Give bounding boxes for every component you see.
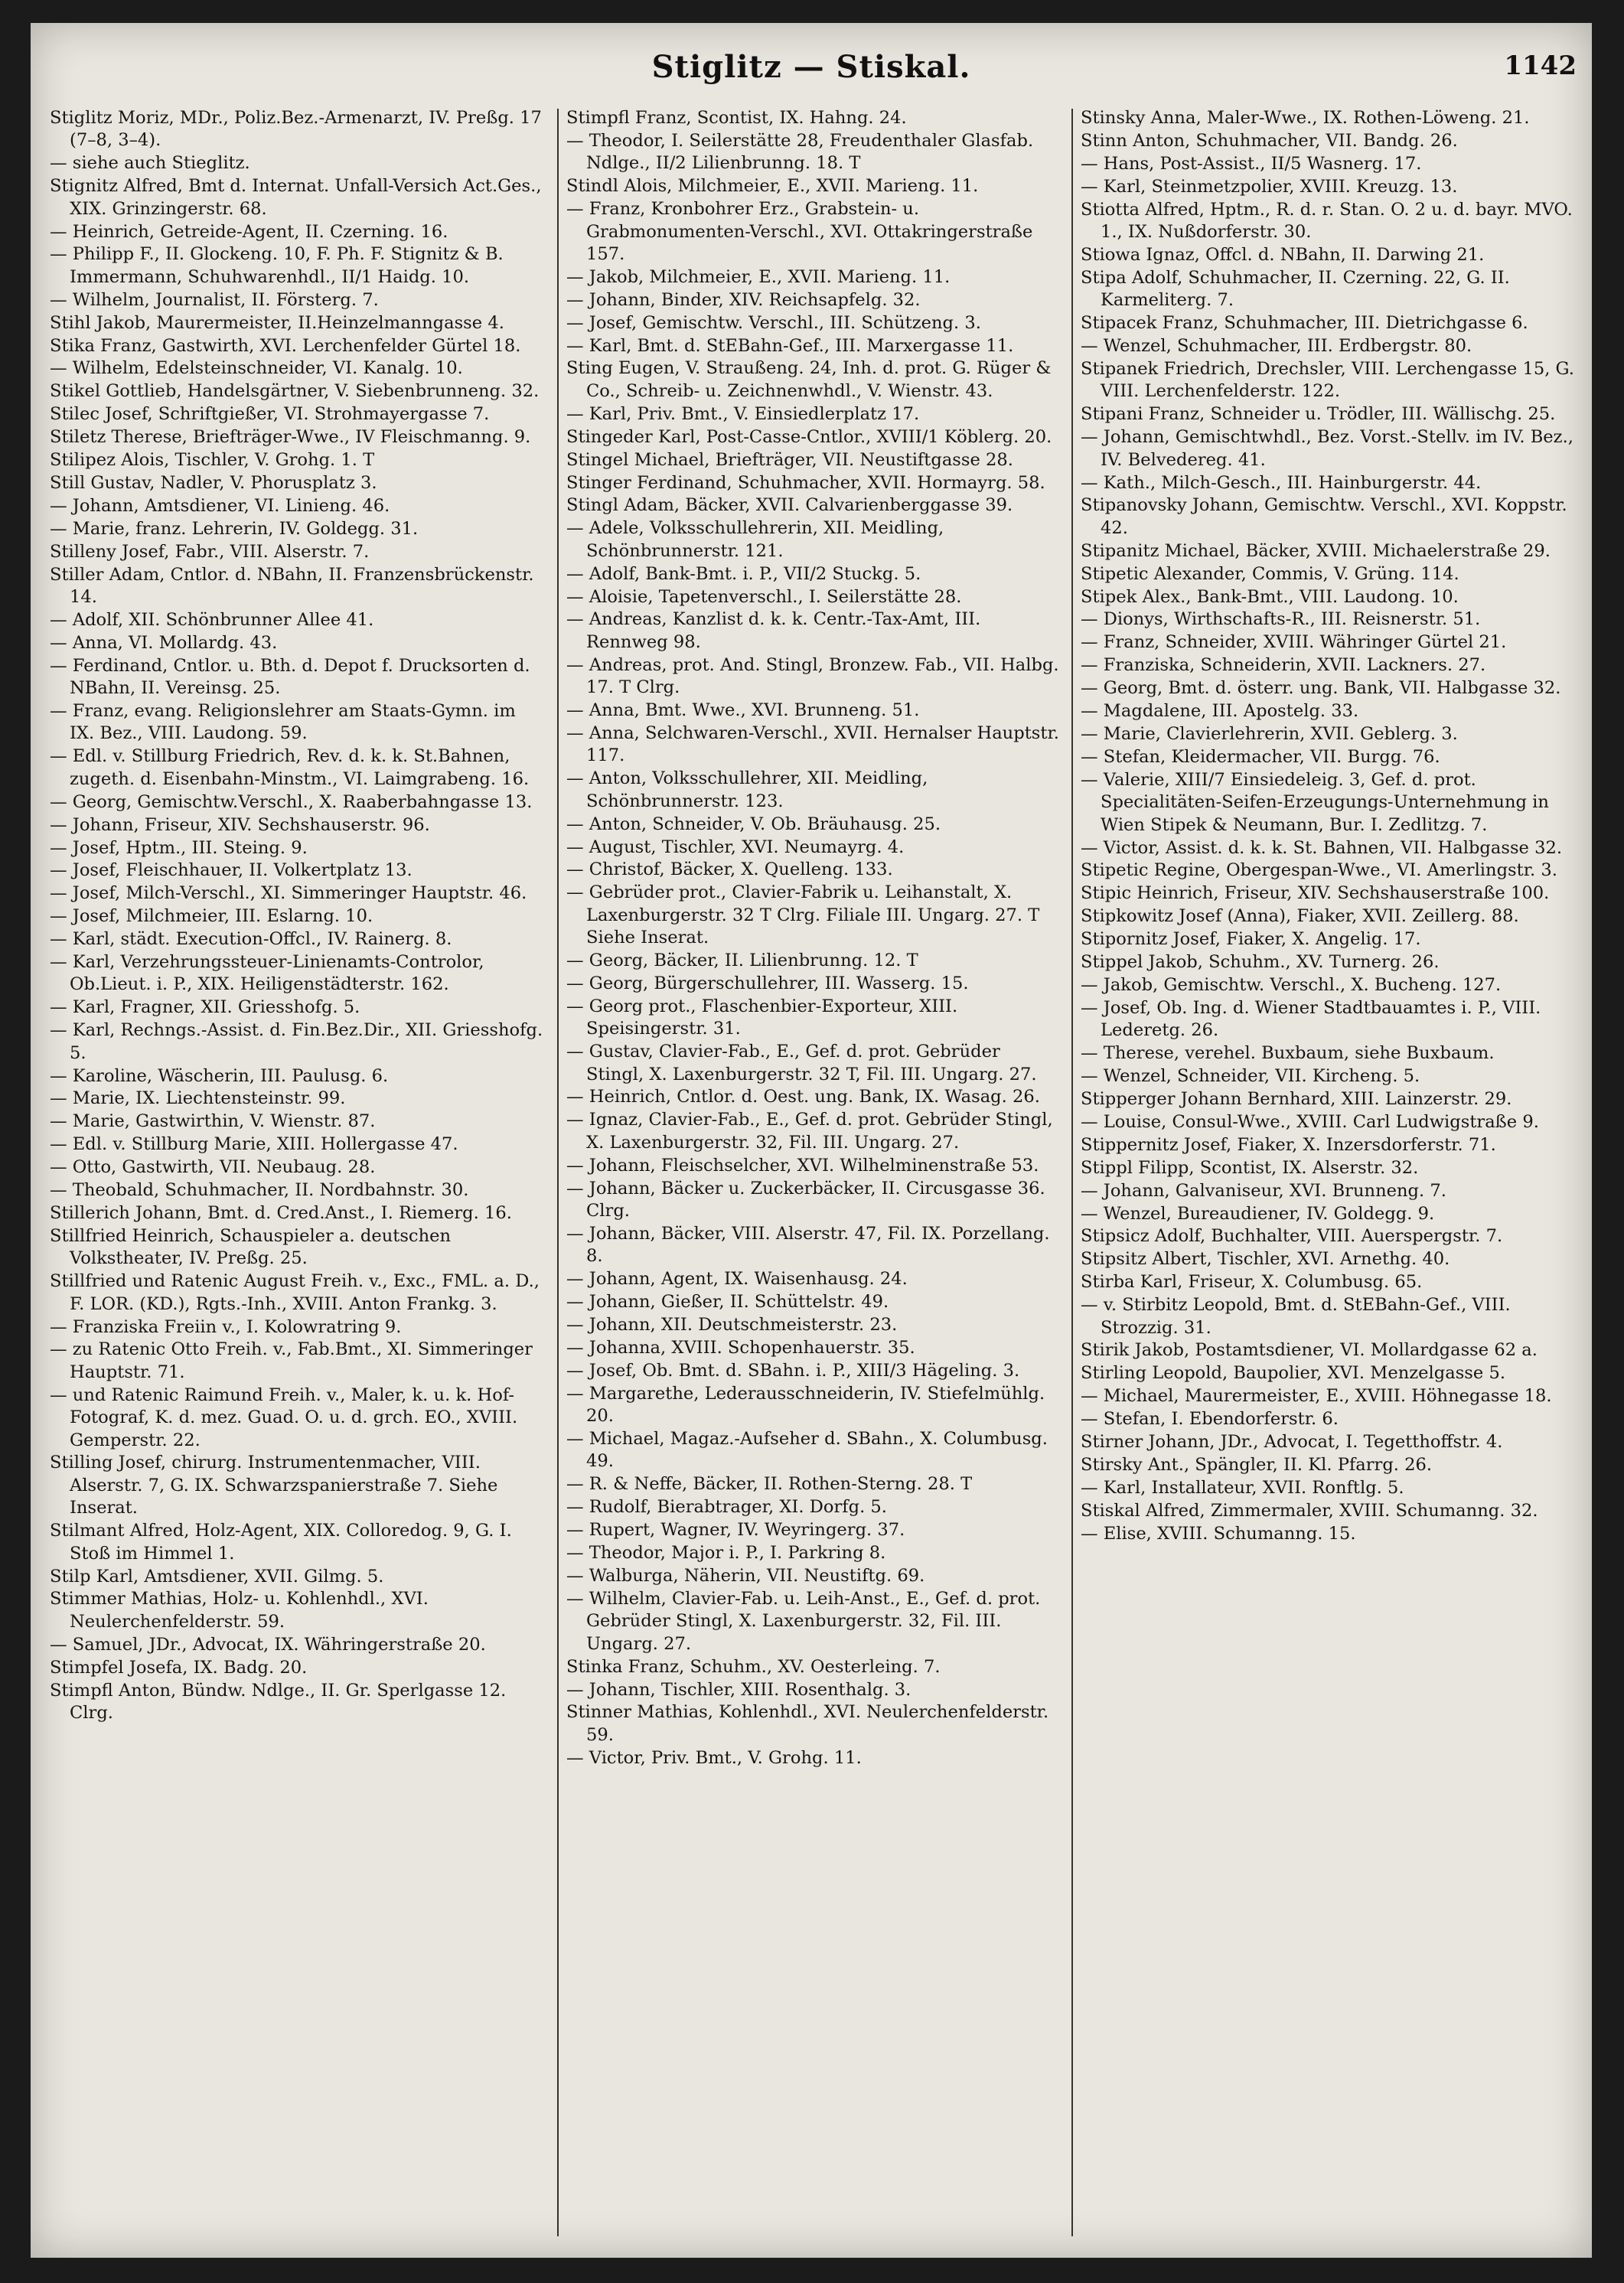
- directory-entry: — Johann, Binder, XIV. Reichsapfelg. 32.: [566, 289, 921, 310]
- directory-entry: — Elise, XVIII. Schumanng. 15.: [1081, 1523, 1356, 1544]
- directory-entry: — Andreas, prot. And. Stingl, Bronzew. Fab., VII. Halbg. 17. T Clrg.: [566, 654, 1059, 698]
- directory-entry: — Theobald, Schuhmacher, II. Nordbahnstr. 30.: [50, 1180, 469, 1201]
- directory-entry: — Anna, VI. Mollardg. 43.: [50, 632, 278, 653]
- directory-entry: — Stefan, I. Ebendorferstr. 6.: [1081, 1409, 1339, 1430]
- directory-entry: — R. & Neffe, Bäcker, II. Rothen-Sterng. 28. T: [566, 1474, 973, 1495]
- directory-entry: — Jakob, Milchmeier, E., XVII. Marieng. 11.: [566, 266, 951, 287]
- directory-entry: — Georg, Bmt. d. österr. ung. Bank, VII. Halbgasse 32.: [1081, 678, 1561, 699]
- directory-entry: Stiller Adam, Cntlor. d. NBahn, II. Franzensbrückenstr. 14.: [50, 564, 534, 608]
- directory-entry: — Ignaz, Clavier-Fab., E., Gef. d. prot. Gebrüder Stingl, X. Laxenburgerstr. 32, Fil. III. Ungarg. 27.: [566, 1110, 1053, 1153]
- directory-entry: Stipic Heinrich, Friseur, XIV. Sechshauserstraße 100.: [1081, 883, 1550, 904]
- directory-entry: — Franziska, Schneiderin, XVII. Lackners. 27.: [1081, 655, 1486, 676]
- directory-entry: — Adolf, XII. Schönbrunner Allee 41.: [50, 609, 374, 630]
- directory-entry: — Adolf, Bank-Bmt. i. P., VII/2 Stuckg. 5.: [566, 563, 921, 584]
- directory-entry: Stiletz Therese, Briefträger-Wwe., IV Fleischmanng. 9.: [50, 427, 531, 448]
- directory-entry: — Rupert, Wagner, IV. Weyringerg. 37.: [566, 1520, 905, 1541]
- directory-entry: — August, Tischler, XVI. Neumayrg. 4.: [566, 837, 905, 857]
- directory-entry: Stimpfl Anton, Bündw. Ndlge., II. Gr. Sperlgasse 12. Clrg.: [50, 1680, 507, 1723]
- directory-entry: Stikel Gottlieb, Handelsgärtner, V. Siebenbrunneng. 32.: [50, 381, 540, 402]
- directory-entry: — Dionys, Wirthschafts-R., III. Reisnerstr. 51.: [1081, 609, 1481, 630]
- directory-entry: — Kath., Milch-Gesch., III. Hainburgerstr. 44.: [1081, 472, 1482, 493]
- directory-entry: Stilipez Alois, Tischler, V. Grohg. 1. T: [50, 450, 375, 471]
- directory-entry: — Heinrich, Getreide-Agent, II. Czerning. 16.: [50, 221, 448, 242]
- directory-entry: — Edl. v. Stillburg Friedrich, Rev. d. k. k. St.Bahnen, zugeth. d. Eisenbahn-Minstm., VI. Laimgrabeng. 16.: [50, 746, 530, 789]
- directory-entry: — Marie, IX. Liechtensteinstr. 99.: [50, 1088, 346, 1109]
- directory-entry: — v. Stirbitz Leopold, Bmt. d. StEBahn-Gef., VIII. Strozzig. 31.: [1081, 1295, 1511, 1338]
- directory-entry: Stignitz Alfred, Bmt d. Internat. Unfall-Versich Act.Ges., XIX. Grinzingerstr. 68.: [50, 176, 542, 219]
- directory-entry: Stinn Anton, Schuhmacher, VII. Bandg. 26.: [1081, 130, 1458, 151]
- directory-entry: Stirik Jakob, Postamtsdiener, VI. Mollardgasse 62 a.: [1081, 1340, 1538, 1361]
- directory-entry: — Michael, Magaz.-Aufseher d. SBahn., X. Columbusg. 49.: [566, 1429, 1048, 1472]
- directory-entry: — Johann, Fleischselcher, XVI. Wilhelminenstraße 53.: [566, 1155, 1039, 1176]
- directory-entry: Stimmer Mathias, Holz- u. Kohlenhdl., XVI. Neulerchenfelderstr. 59.: [50, 1589, 429, 1632]
- directory-entry: — Karl, Installateur, XVII. Ronftlg. 5.: [1081, 1477, 1404, 1498]
- directory-entry: Stillerich Johann, Bmt. d. Cred.Anst., I. Riemerg. 16.: [50, 1203, 512, 1223]
- directory-entry: — Anton, Schneider, V. Ob. Bräuhausg. 25.: [566, 814, 941, 834]
- directory-entry: — Therese, verehel. Buxbaum, siehe Buxbaum.: [1081, 1043, 1495, 1064]
- directory-entry: Stipetic Alexander, Commis, V. Grüng. 114.: [1081, 563, 1459, 584]
- column-divider: [1071, 109, 1073, 2236]
- directory-entry: — Louise, Consul-Wwe., XVIII. Carl Ludwigstraße 9.: [1081, 1111, 1539, 1132]
- directory-entry: Stippel Jakob, Schuhm., XV. Turnerg. 26.: [1081, 952, 1440, 973]
- directory-entry: — Karl, Bmt. d. StEBahn-Gef., III. Marxergasse 11.: [566, 335, 1014, 356]
- directory-entry: — Johann, Agent, IX. Waisenhausg. 24.: [566, 1269, 908, 1290]
- directory-entry: — Valerie, XIII/7 Einsiedeleig. 3, Gef. d. prot. Specialitäten-Seifen-Erzeugungs-Unternehmung in Wien Stipek & Neumann, Bur. I. Zedlitzg. 7.: [1081, 769, 1549, 835]
- directory-entry: Stipanek Friedrich, Drechsler, VIII. Lerchengasse 15, G. VIII. Lerchenfelderstr. 122.: [1081, 358, 1574, 402]
- directory-entry: Stipek Alex., Bank-Bmt., VIII. Laudong. 10.: [1081, 586, 1459, 607]
- directory-entry: Stirling Leopold, Baupolier, XVI. Menzelgasse 5.: [1081, 1363, 1506, 1384]
- directory-entry: — Josef, Hptm., III. Steing. 9.: [50, 837, 308, 858]
- directory-entry: — Anna, Bmt. Wwe., XVI. Brunneng. 51.: [566, 700, 920, 721]
- directory-entry: — Aloisie, Tapetenverschl., I. Seilerstätte 28.: [566, 586, 962, 607]
- directory-entry: — Wenzel, Bureaudiener, IV. Goldegg. 9.: [1081, 1203, 1435, 1224]
- directory-entry: — Josef, Ob. Ing. d. Wiener Stadtbauamtes i. P., VIII. Lederetg. 26.: [1081, 997, 1541, 1041]
- directory-entry: Stipacek Franz, Schuhmacher, III. Dietrichgasse 6.: [1081, 313, 1528, 334]
- directory-entry: Stillfried Heinrich, Schauspieler a. deutschen Volkstheater, IV. Preßg. 25.: [50, 1225, 452, 1269]
- directory-entry: — Ferdinand, Cntlor. u. Bth. d. Depot f. Drucksorten d. NBahn, II. Vereinsg. 25.: [50, 655, 530, 699]
- directory-entry: Stinka Franz, Schuhm., XV. Oesterleing. 7.: [566, 1656, 941, 1677]
- directory-entry: — Georg prot., Flaschenbier-Exporteur, XIII. Speisingerstr. 31.: [566, 996, 958, 1039]
- directory-entry: — Theodor, I. Seilerstätte 28, Freudenthaler Glasfab. Ndlge., II/2 Lilienbrunng. 18. T: [566, 130, 1034, 174]
- directory-entry: — Franz, Kronbohrer Erz., Grabstein- u. Grabmonumenten-Verschl., XVI. Ottakringerstraße 157.: [566, 199, 1033, 264]
- directory-entry: Stingeder Karl, Post-Casse-Cntlor., XVIII/1 Köblerg. 20.: [566, 426, 1052, 447]
- directory-entry: — Gebrüder prot., Clavier-Fabrik u. Leihanstalt, X. Laxenburgerstr. 32 T Clrg. Filiale III. Ungarg. 27. T Siehe Inserat.: [566, 882, 1040, 948]
- directory-entry: Stipsitz Albert, Tischler, XVI. Arnethg. 40.: [1081, 1249, 1450, 1270]
- directory-entry: — Johann, Bäcker u. Zuckerbäcker, II. Circusgasse 36. Clrg.: [566, 1178, 1045, 1221]
- directory-entry: — Wenzel, Schuhmacher, III. Erdbergstr. 80.: [1081, 336, 1472, 357]
- directory-entry: — Josef, Ob. Bmt. d. SBahn. i. P., XIII/3 Hägeling. 3.: [566, 1360, 1020, 1381]
- directory-entry: — Johann, XII. Deutschmeisterstr. 23.: [566, 1315, 898, 1336]
- directory-entry: — Johann, Galvaniseur, XVI. Brunneng. 7.: [1081, 1180, 1446, 1201]
- directory-entry: — Josef, Fleischhauer, II. Volkertplatz 13.: [50, 860, 413, 881]
- directory-entry: Stipetic Regine, Obergespan-Wwe., VI. Amerlingstr. 3.: [1081, 860, 1557, 881]
- directory-entry: Stilmant Alfred, Holz-Agent, XIX. Colloredog. 9, G. I. Stoß im Himmel 1.: [50, 1521, 512, 1564]
- directory-entry: — Josef, Gemischtw. Verschl., III. Schützeng. 3.: [566, 312, 981, 333]
- directory-entry: — Victor, Assist. d. k. k. St. Bahnen, VII. Halbgasse 32.: [1081, 837, 1563, 858]
- directory-entry: — Philipp F., II. Glockeng. 10, F. Ph. F. Stignitz & B. Immermann, Schuhwarenhdl., II/1 Haidg. 10.: [50, 244, 504, 287]
- directory-entry: — Edl. v. Stillburg Marie, XIII. Hollergasse 47.: [50, 1134, 458, 1155]
- directory-entry: — Johann, Friseur, XIV. Sechshauserstr. 96.: [50, 814, 430, 835]
- directory-entry: — Wilhelm, Edelsteinschneider, VI. Kanalg. 10.: [50, 358, 463, 379]
- directory-entry: Stirner Johann, JDr., Advocat, I. Tegetthoffstr. 4.: [1081, 1432, 1503, 1453]
- directory-entry: Still Gustav, Nadler, V. Phorusplatz 3.: [50, 473, 377, 493]
- directory-entry: Stillfried und Ratenic August Freih. v., Exc., FML. a. D., F. LOR. (KD.), Rgts.-Inh., XVIII. Anton Frankg. 3.: [50, 1271, 540, 1314]
- directory-entry: — Marie, Gastwirthin, V. Wienstr. 87.: [50, 1111, 376, 1132]
- directory-entry: Stippernitz Josef, Fiaker, X. Inzersdorferstr. 71.: [1081, 1134, 1496, 1155]
- directory-entry: Stipperger Johann Bernhard, XIII. Lainzerstr. 29.: [1081, 1088, 1512, 1109]
- directory-entry: — Georg, Bürgerschullehrer, III. Wasserg. 15.: [566, 973, 969, 993]
- directory-entry: — Theodor, Major i. P., I. Parkring 8.: [566, 1543, 886, 1564]
- directory-entry: — Wilhelm, Journalist, II. Försterg. 7.: [50, 289, 379, 310]
- directory-entry: Stilp Karl, Amtsdiener, XVII. Gilmg. 5.: [50, 1566, 384, 1587]
- directory-entry: — und Ratenic Raimund Freih. v., Maler, k. u. k. Hof-Fotograf, K. d. mez. Guad. O. u. d. grch. EO., XVIII. Gemperstr. 22.: [50, 1384, 518, 1450]
- directory-entry: Stingel Michael, Briefträger, VII. Neustiftgasse 28.: [566, 449, 1013, 470]
- directory-entry: — Adele, Volksschullehrerin, XII. Meidling, Schönbrunnerstr. 121.: [566, 518, 944, 561]
- directory-page: [31, 23, 1592, 2258]
- directory-entry: Stiskal Alfred, Zimmermaler, XVIII. Schumanng. 32.: [1081, 1500, 1538, 1521]
- directory-entry: — Franz, evang. Religionslehrer am Staats-Gymn. im IX. Bez., VIII. Laudong. 59.: [50, 701, 516, 744]
- directory-entry: — zu Ratenic Otto Freih. v., Fab.Bmt., XI. Simmeringer Hauptstr. 71.: [50, 1339, 533, 1382]
- directory-entry: Stipani Franz, Schneider u. Trödler, III. Wällischg. 25.: [1081, 404, 1556, 425]
- directory-entry: — Karl, Verzehrungssteuer-Linienamts-Controlor, Ob.Lieut. i. P., XIX. Heiligenstädterstr. 162.: [50, 952, 484, 995]
- directory-entry: Stipornitz Josef, Fiaker, X. Angelig. 17.: [1081, 929, 1421, 950]
- page-number: 1142: [1504, 51, 1577, 81]
- directory-entry: Stimpfel Josefa, IX. Badg. 20.: [50, 1657, 308, 1678]
- directory-entry: — Johann, Bäcker, VIII. Alserstr. 47, Fil. IX. Porzellang. 8.: [566, 1223, 1050, 1267]
- directory-entry: — Karl, Steinmetzpolier, XVIII. Kreuzg. 13.: [1081, 176, 1458, 197]
- directory-entry: Stipkowitz Josef (Anna), Fiaker, XVII. Zeillerg. 88.: [1081, 906, 1519, 927]
- directory-entry: Stipa Adolf, Schuhmacher, II. Czerning. 22, G. II. Karmeliterg. 7.: [1081, 267, 1510, 311]
- directory-entry: Stirsky Ant., Spängler, II. Kl. Pfarrg. 26.: [1081, 1454, 1433, 1475]
- directory-entry: — Samuel, JDr., Advocat, IX. Währingerstraße 20.: [50, 1634, 486, 1655]
- directory-entry: — Margarethe, Lederausschneiderin, IV. Stiefelmühlg. 20.: [566, 1383, 1045, 1427]
- directory-entry: — Johann, Gießer, II. Schüttelstr. 49.: [566, 1292, 889, 1313]
- directory-entry: — Anton, Volksschullehrer, XII. Meidling, Schönbrunnerstr. 123.: [566, 768, 928, 811]
- directory-entry: Stilec Josef, Schriftgießer, VI. Strohmayergasse 7.: [50, 404, 490, 425]
- directory-entry: — Otto, Gastwirth, VII. Neubaug. 28.: [50, 1157, 376, 1178]
- directory-entry: — Josef, Milchmeier, III. Eslarng. 10.: [50, 906, 373, 927]
- directory-entry: — Johann, Gemischtwhdl., Bez. Vorst.-Stellv. im IV. Bez., IV. Belvedereg. 41.: [1081, 427, 1573, 470]
- directory-entry: Stilling Josef, chirurg. Instrumentenmacher, VIII. Alserstr. 7, G. IX. Schwarzspanierstraße 7. Siehe Inserat.: [50, 1453, 498, 1518]
- directory-entry: Stipanitz Michael, Bäcker, XVIII. Michaelerstraße 29.: [1081, 540, 1551, 561]
- directory-entry: — Anna, Selchwaren-Verschl., XVII. Hernalser Hauptstr. 117.: [566, 722, 1059, 766]
- directory-entry: — Stefan, Kleidermacher, VII. Burgg. 76.: [1081, 746, 1440, 767]
- directory-entry: — Walburga, Näherin, VII. Neustiftg. 69.: [566, 1566, 925, 1586]
- directory-entry: — Franziska Freiin v., I. Kolowratring 9.: [50, 1316, 402, 1337]
- directory-entry: — Franz, Schneider, XVIII. Währinger Gürtel 21.: [1081, 632, 1507, 653]
- directory-entry: Stindl Alois, Milchmeier, E., XVII. Marieng. 11.: [566, 176, 979, 197]
- directory-entry: — Rudolf, Bierabtrager, XI. Dorfg. 5.: [566, 1497, 887, 1518]
- directory-entry: Stippl Filipp, Scontist, IX. Alserstr. 32.: [1081, 1157, 1419, 1178]
- directory-entry: Stiglitz Moriz, MDr., Poliz.Bez.-Armenarzt, IV. Preßg. 17 (7–8, 3–4).: [50, 108, 542, 151]
- directory-entry: — Karl, Priv. Bmt., V. Einsiedlerplatz 17.: [566, 403, 920, 424]
- column-1: [50, 107, 543, 2250]
- directory-entry: Stingl Adam, Bäcker, XVII. Calvarienberggasse 39.: [566, 495, 1013, 516]
- directory-entry: — Christof, Bäcker, X. Quelleng. 133.: [566, 859, 893, 880]
- directory-entry: — siehe auch Stieglitz.: [50, 153, 250, 174]
- directory-entry: — Johann, Tischler, XIII. Rosenthalg. 3.: [566, 1679, 911, 1700]
- directory-entry: Stilleny Josef, Fabr., VIII. Alserstr. 7.: [50, 541, 370, 562]
- directory-entry: — Marie, franz. Lehrerin, IV. Goldegg. 31.: [50, 518, 419, 539]
- directory-entry: — Karl, Fragner, XII. Griesshofg. 5.: [50, 997, 360, 1018]
- directory-entry: — Gustav, Clavier-Fab., E., Gef. d. prot. Gebrüder Stingl, X. Laxenburgerstr. 32 T, Fil. III. Ungarg. 27.: [566, 1042, 1037, 1084]
- directory-entry: — Magdalene, III. Apostelg. 33.: [1081, 701, 1359, 722]
- directory-entry: — Michael, Maurermeister, E., XVIII. Höhnegasse 18.: [1081, 1386, 1552, 1407]
- directory-entry: Stirba Karl, Friseur, X. Columbusg. 65.: [1081, 1272, 1423, 1293]
- directory-entry: Sting Eugen, V. Straußeng. 24, Inh. d. prot. G. Rüger & Co., Schreib- u. Zeichnenwhdl., V. Wienstr. 43.: [566, 358, 1052, 401]
- directory-entry: — Andreas, Kanzlist d. k. k. Centr.-Tax-Amt, III. Rennweg 98.: [566, 609, 981, 652]
- directory-entry: — Georg, Bäcker, II. Lilienbrunng. 12. T: [566, 951, 918, 971]
- directory-entry: Stiowa Ignaz, Offcl. d. NBahn, II. Darwing 21.: [1081, 244, 1485, 265]
- directory-entry: — Georg, Gemischtw.Verschl., X. Raaberbahngasse 13.: [50, 791, 533, 812]
- page-header: [31, 49, 1592, 95]
- directory-entry: — Heinrich, Cntlor. d. Oest. ung. Bank, IX. Wasag. 26.: [566, 1087, 1040, 1107]
- directory-entry: Stinsky Anna, Maler-Wwe., IX. Rothen-Löweng. 21.: [1081, 108, 1530, 128]
- directory-entry: — Johanna, XVIII. Schopenhauerstr. 35.: [566, 1337, 915, 1358]
- directory-entry: — Jakob, Gemischtw. Verschl., X. Bucheng. 127.: [1081, 974, 1502, 995]
- running-title: Stiglitz — Stiskal.: [651, 49, 971, 85]
- directory-entry: Stika Franz, Gastwirth, XVI. Lerchenfelder Gürtel 18.: [50, 335, 521, 356]
- directory-entry: Stipanovsky Johann, Gemischtw. Verschl., XVI. Koppstr. 42.: [1081, 495, 1567, 538]
- column-2: [566, 107, 1060, 2250]
- directory-entry: Stinner Mathias, Kohlenhdl., XVI. Neulerchenfelderstr. 59.: [566, 1702, 1049, 1745]
- directory-entry: — Wenzel, Schneider, VII. Kircheng. 5.: [1081, 1066, 1420, 1087]
- directory-entry: Stipsicz Adolf, Buchhalter, VIII. Auerspergstr. 7.: [1081, 1226, 1503, 1247]
- directory-entry: — Karl, Rechngs.-Assist. d. Fin.Bez.Dir., XII. Griesshofg. 5.: [50, 1020, 543, 1063]
- directory-entry: — Karl, städt. Execution-Offcl., IV. Rainerg. 8.: [50, 929, 452, 950]
- directory-entry: Stimpfl Franz, Scontist, IX. Hahng. 24.: [566, 108, 907, 128]
- column-3: [1081, 107, 1574, 2250]
- directory-entry: — Josef, Milch-Verschl., XI. Simmeringer Hauptstr. 46.: [50, 883, 527, 904]
- directory-entry: Stiotta Alfred, Hptm., R. d. r. Stan. O. 2 u. d. bayr. MVO. 1., IX. Nußdorferstr. 30.: [1081, 199, 1573, 243]
- directory-entry: — Karoline, Wäscherin, III. Paulusg. 6.: [50, 1065, 389, 1086]
- directory-entry: Stinger Ferdinand, Schuhmacher, XVII. Hormayrg. 58.: [566, 472, 1045, 493]
- directory-entry: — Hans, Post-Assist., II/5 Wasnerg. 17.: [1081, 153, 1422, 174]
- directory-entry: — Johann, Amtsdiener, VI. Linieng. 46.: [50, 495, 390, 516]
- column-divider: [557, 109, 559, 2236]
- directory-entry: Stihl Jakob, Maurermeister, II.Heinzelmanngasse 4.: [50, 312, 504, 333]
- directory-entry: — Wilhelm, Clavier-Fab. u. Leih-Anst., E., Gef. d. prot. Gebrüder Stingl, X. Laxenburgerstr. 32, Fil. III. Ungarg. 27.: [566, 1588, 1041, 1654]
- directory-entry: — Victor, Priv. Bmt., V. Grohg. 11.: [566, 1747, 862, 1768]
- directory-entry: — Marie, Clavierlehrerin, XVII. Geblerg. 3.: [1081, 723, 1458, 744]
